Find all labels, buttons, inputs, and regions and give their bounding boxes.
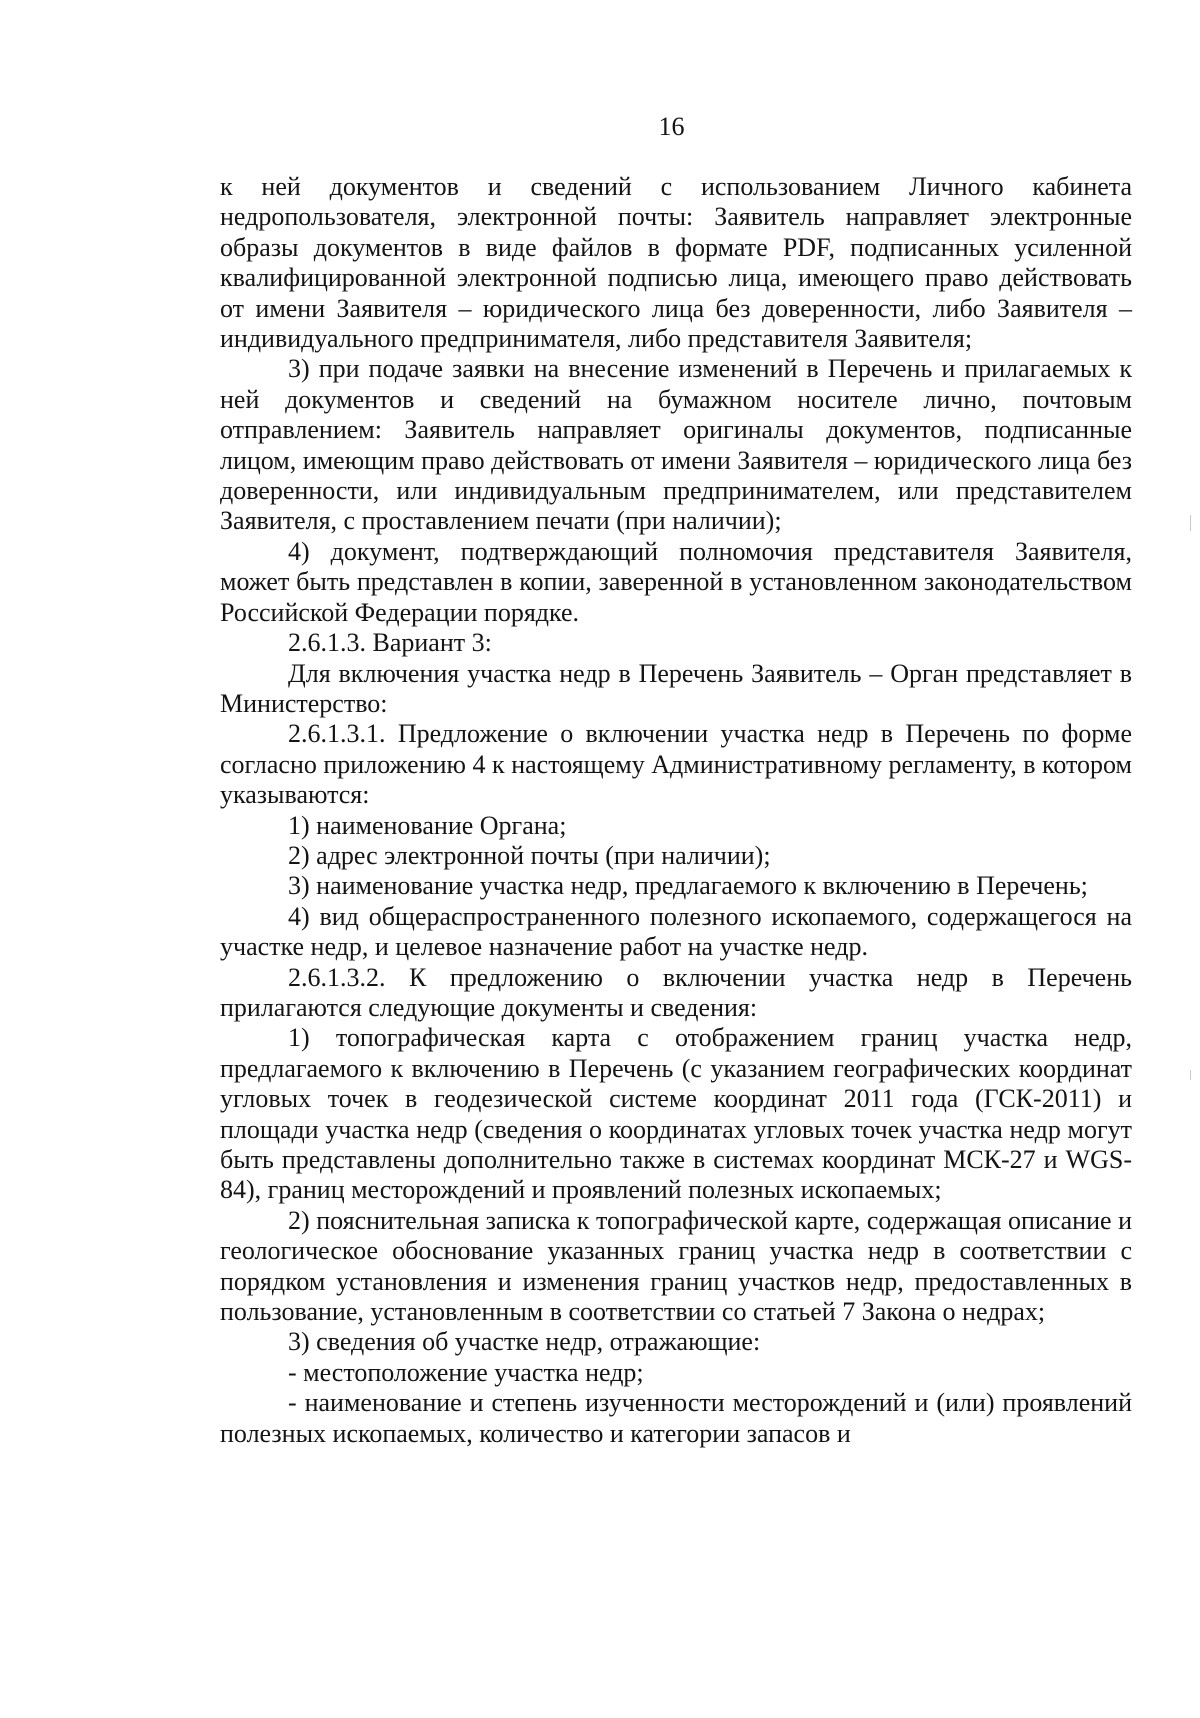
paragraph-2-6-1-3-2: 2.6.1.3.2. К предложению о включении участка недр в Перечень прилагаются следующие документы и сведения:	[220, 962, 1132, 1022]
paragraph-item-4-authority-document: 4) документ, подтверждающий полномочия представителя Заявителя, может быть представлен в копии, заверенной в установленном законодательством Российской Федерации порядке.	[220, 536, 1132, 627]
list-item-plot-information: 3) сведения об участке недр, отражающие:	[288, 1327, 761, 1357]
paragraph-2-6-1-3-1: 2.6.1.3.1. Предложение о включении участка недр в Перечень по форме согласно приложению 4 к настоящему Административному регламенту, в котором указываются:	[220, 719, 1132, 810]
page-number: 16	[658, 112, 685, 141]
section-heading-2-6-1-3: 2.6.1.3. Вариант 3:	[288, 628, 492, 658]
sublist-item-deposits: - наименование и степень изученности месторождений и (или) проявлений полезных ископаемых, количество и категории запасов и	[220, 1388, 1132, 1448]
list-item-topographic-map: 1) топографическая карта с отображением границ участка недр, предлагаемого к включению в Перечень (с указанием географических координат угловых точек в геодезической системе координат 2011 года (ГСК-2011) и площади участка недр (сведения о координатах угловых точек участка недр могут быть представлены дополнительно также в системах координат МСК-27 и WGS-84), границ месторождений и проявлений полезных ископаемых;	[220, 1023, 1132, 1205]
sublist-item-location: - местоположение участка недр;	[288, 1357, 644, 1387]
list-item-organ-name: 1) наименование Органа;	[288, 810, 567, 840]
paragraph-item-3-paper-submission: 3) при подаче заявки на внесение изменений в Перечень и прилагаемых к ней документов и сведений на бумажном носителе лично, почтовым отправлением: Заявитель направляет оригиналы документов, подписанные лицом, имеющим право действовать от имени Заявителя – юридического лица без доверенности, или индивидуальным предпринимателем, или представителем Заявителя, с проставлением печати (при наличии);	[220, 354, 1132, 536]
document-body	[220, 172, 1132, 1449]
list-item-mineral-type: 4) вид общераспространенного полезного ископаемого, содержащегося на участке недр, и целевое назначение работ на участке недр.	[220, 901, 1132, 962]
scan-artifact-mark	[1190, 1070, 1191, 1080]
paragraph-variant-3-intro: Для включения участка недр в Перечень Заявитель – Орган представляет в Министерство:	[220, 658, 1132, 718]
list-item-email: 2) адрес электронной почты (при наличии);	[288, 840, 771, 870]
paragraph-continuation: к ней документов и сведений с использованием Личного кабинета недропользователя, электронной почты: Заявитель направляет электронные образы документов в виде файлов в формате PDF, подписанных усиленной квалифицированной электронной подписью лица, имеющего право действовать от имени Заявителя – юридического лица без доверенности, либо Заявителя – индивидуального предпринимателя, либо представителя Заявителя;	[220, 172, 1132, 354]
list-item-plot-name: 3) наименование участка недр, предлагаемого к включению в Перечень;	[288, 871, 1088, 901]
list-item-explanatory-note: 2) пояснительная записка к топографической карте, содержащая описание и геологическое обоснование указанных границ участка недр в соответствии с порядком установления и изменения границ участков недр, предоставленных в пользование, установленным в соответствии со статьей 7 Закона о недрах;	[220, 1205, 1132, 1327]
scan-artifact-mark	[1190, 515, 1191, 531]
